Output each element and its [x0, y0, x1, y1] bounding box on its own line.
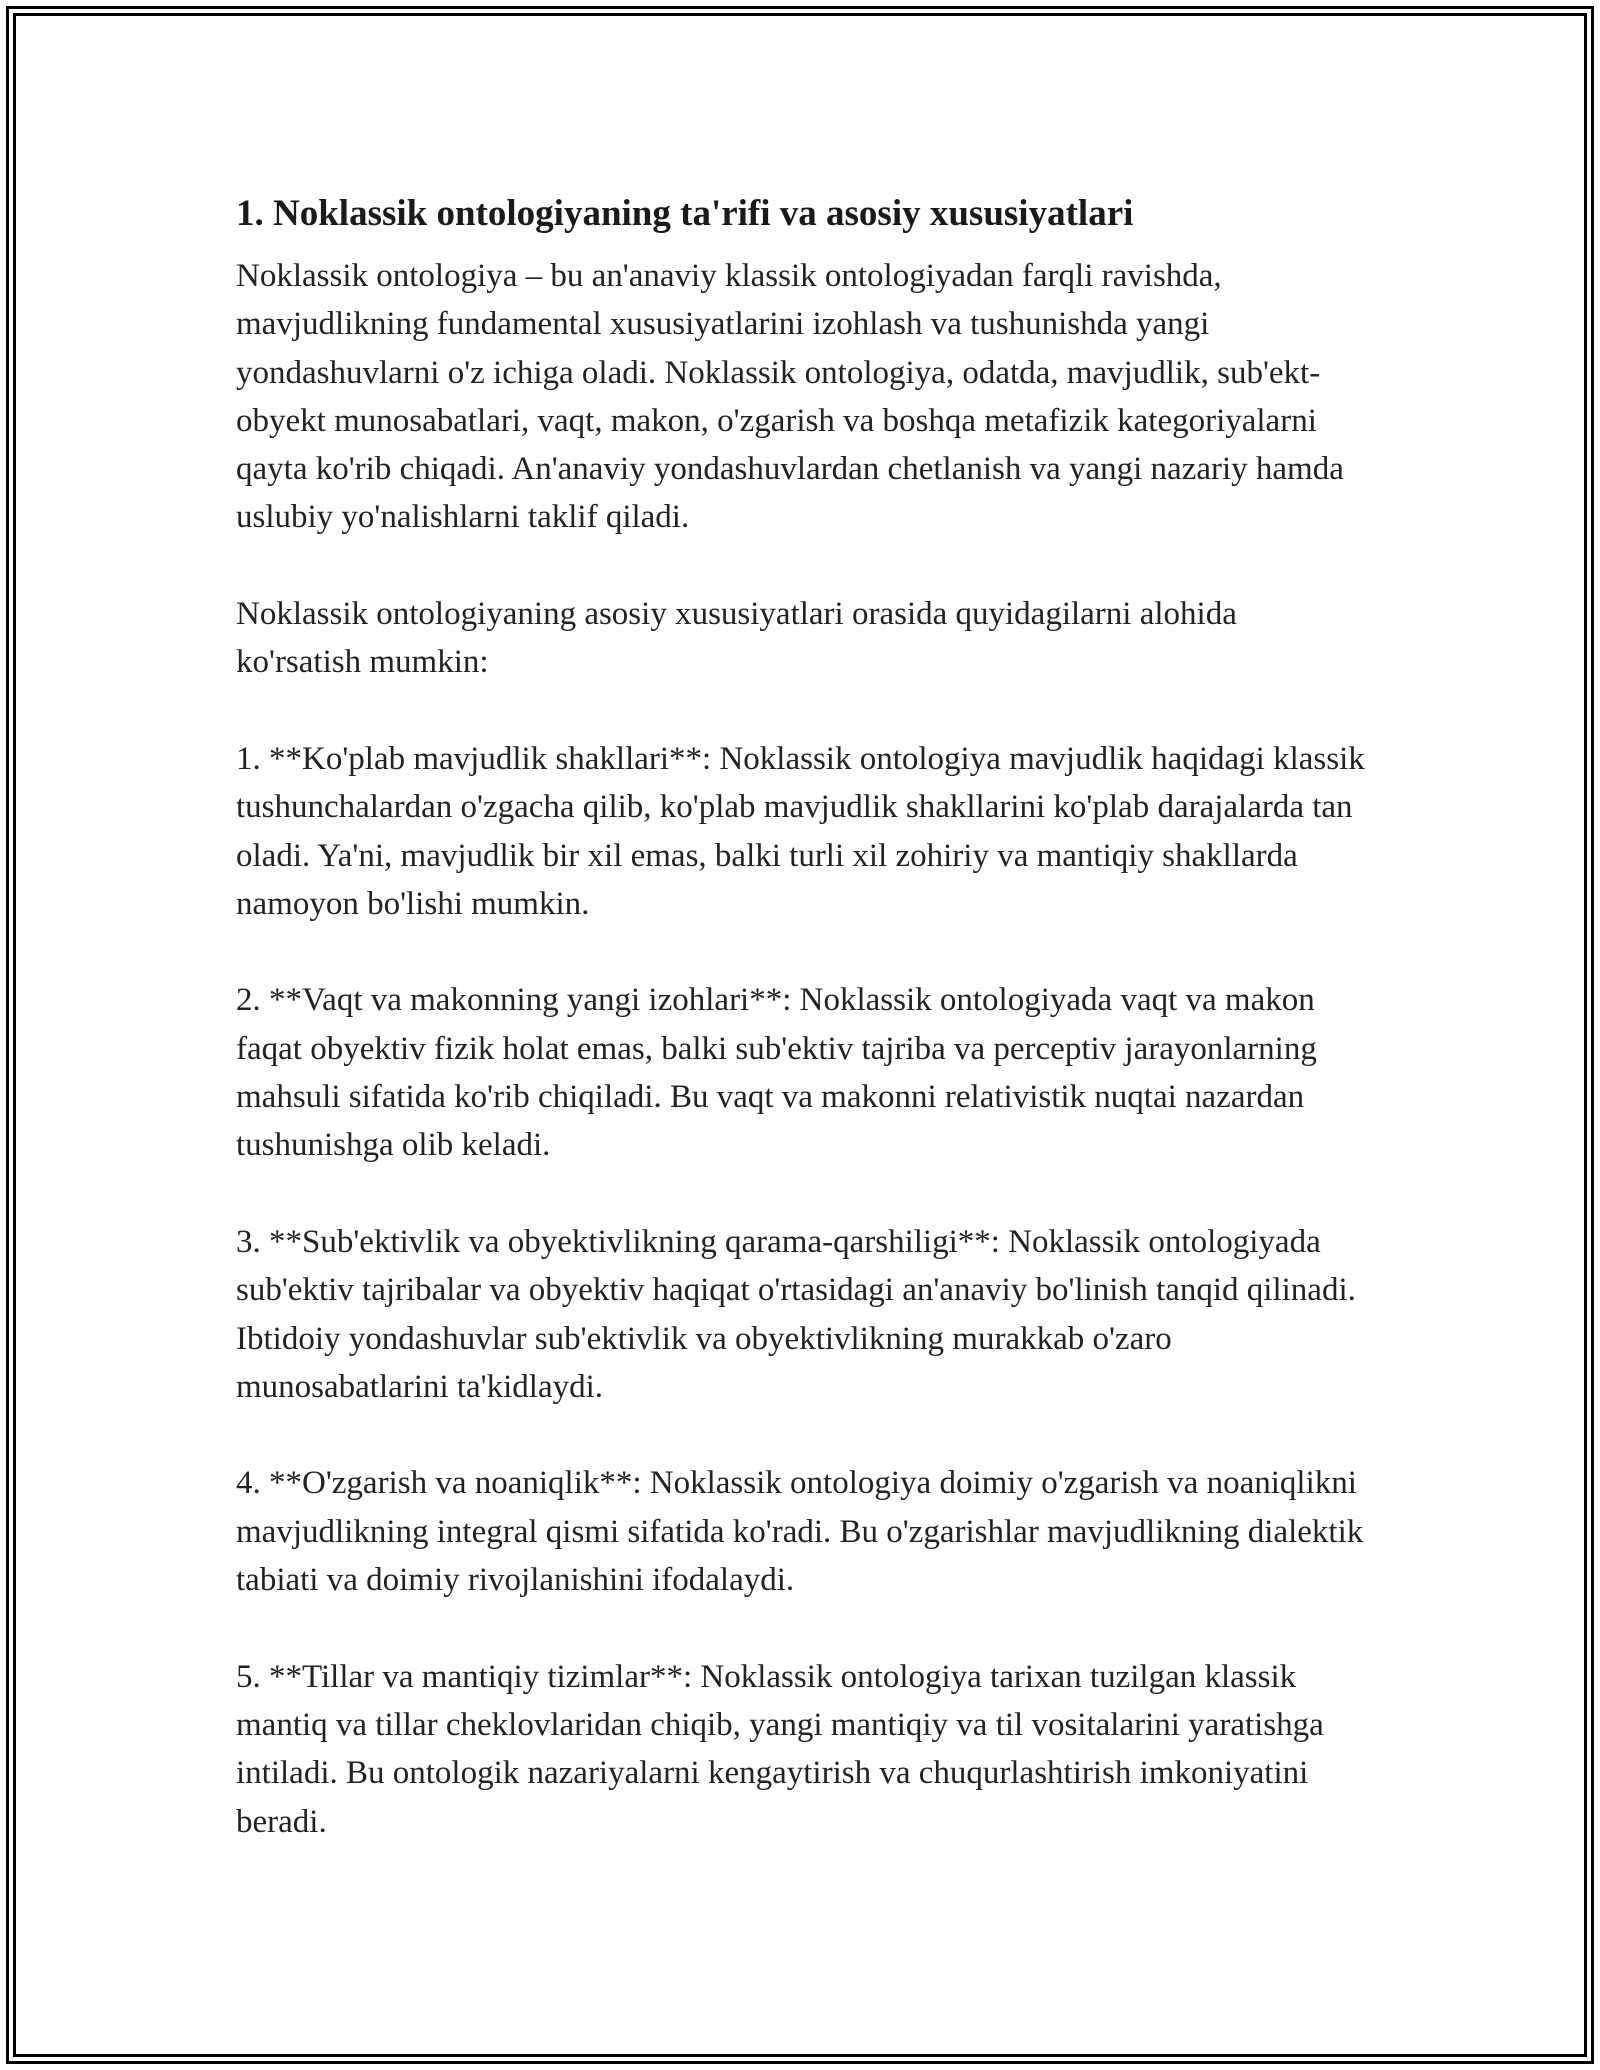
paragraph-item-4: 4. **O'zgarish va noaniqlik**: Noklassik ontologiya doimiy o'zgarish va noaniqlikni mavjudlikning integral qismi sifatida ko'radi. Bu o'zgarishlar mavjudlikning dialektik tabiati va doimiy rivojlanishini ifodalaydi.	[236, 1465, 1364, 1599]
paragraph-item-2: 2. **Vaqt va makonning yangi izohlari**: Noklassik ontologiyada vaqt va makon faqat obyektiv fizik holat emas, balki sub'ektiv tajriba va perceptiv jarayonlarning mahsuli sifatida ko'rib chiqiladi. Bu vaqt va makonni relativistik nuqtai nazardan tushunishga olib keladi.	[236, 982, 1317, 1164]
paragraph-item-1: 1. **Ko'plab mavjudlik shakllari**: Noklassik ontologiya mavjudlik haqidagi klassik tushunchalardan o'zgacha qilib, ko'plab mavjudlik shakllarini ko'plab darajalarda tan oladi. Ya'ni, mavjudlik bir xil emas, balki turli xil zohiriy va mantiqiy shakllarda namoyon bo'lishi mumkin.	[236, 740, 1365, 922]
document-body	[236, 186, 1366, 1846]
paragraph-features-lead: Noklassik ontologiyaning asosiy xususiyatlari orasida quyidagilarni alohida ko'rsatish mumkin:	[236, 596, 1237, 681]
section-heading: 1. Noklassik ontologiyaning ta'rifi va asosiy xususiyatlari	[236, 193, 1134, 234]
paragraph-item-5: 5. **Tillar va mantiqiy tizimlar**: Noklassik ontologiya tarixan tuzilgan klassik mantiq va tillar cheklovlaridan chiqib, yangi mantiqiy va til vositalarini yaratishga intiladi. Bu ontologik nazariyalarni kengaytirish va chuqurlashtirish imkoniyatini beradi.	[236, 1658, 1324, 1840]
paragraph-intro: Noklassik ontologiya – bu an'anaviy klassik ontologiyadan farqli ravishda, mavjudlikning fundamental xususiyatlarini izohlash va tushunishda yangi yondashuvlarni o'z ichiga oladi. Noklassik ontologiya, odatda, mavjudlik, sub'ekt-obyekt munosabatlari, vaqt, makon, o'zgarish va boshqa metafizik kategoriyalarni qayta ko'rib chiqadi. An'anaviy yondashuvlardan chetlanish va yangi nazariy hamda uslubiy yo'nalishlarni taklif qiladi.	[236, 258, 1344, 536]
paragraph-item-3: 3. **Sub'ektivlik va obyektivlikning qarama-qarshiligi**: Noklassik ontologiyada sub'ektiv tajribalar va obyektiv haqiqat o'rtasidagi an'anaviy bo'linish tanqid qilinadi. Ibtidoiy yondashuvlar sub'ektivlik va obyektivlikning murakkab o'zaro munosabatlarini ta'kidlaydi.	[236, 1223, 1356, 1405]
